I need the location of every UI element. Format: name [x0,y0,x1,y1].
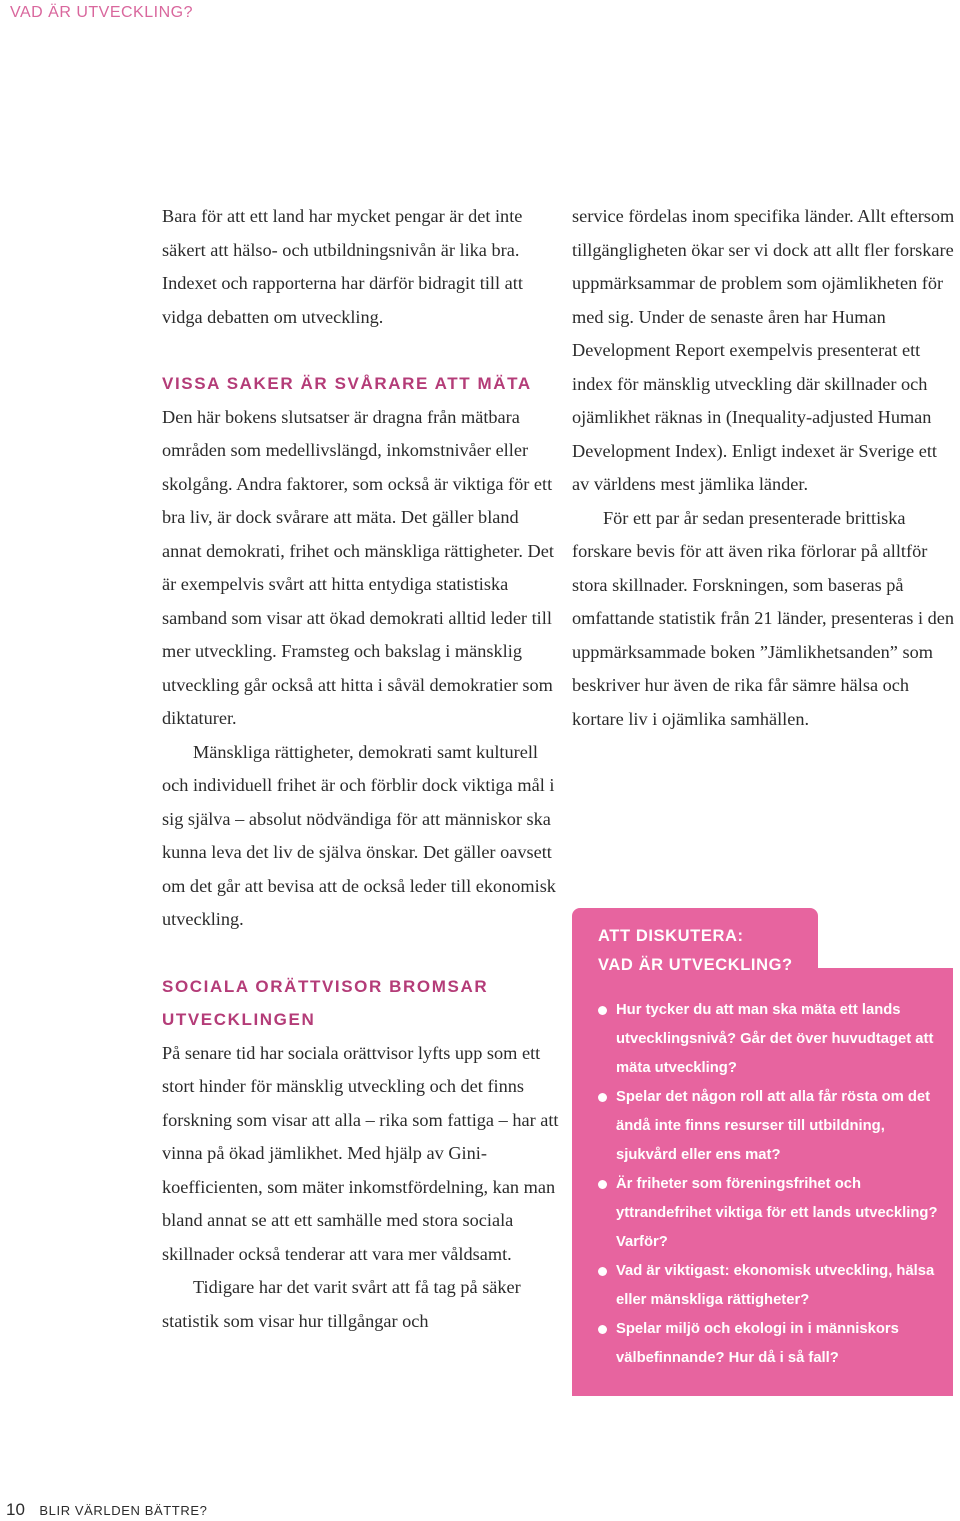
discussion-question-list [598,996,938,1373]
left-column [162,200,560,1338]
discussion-box-title [598,922,793,980]
discussion-question [598,1170,938,1257]
bullet-icon [598,1325,607,1334]
body-paragraph: Mänskliga rättigheter, demokrati samt kulturell och individuell frihet är och förblir dock viktiga mål i sig själva – absolut nödvändiga för att människor ska kunna leva det liv de själva önskar. Det gäller oavsett om det går att bevisa att de också leder till ekonomisk utveckling. [162,741,556,929]
body-paragraph: På senare tid har sociala orättvisor lyfts upp som ett stort hinder för mänsklig utveckling och det finns forskning som visar att alla – rika som fattiga – har att vinna på ökad jämlikhet. Med hjälp av Gini-koefficienten, som mäter inkomstfördelning, kan man bland annat se att ett samhälle med stora sociala skillnader också tenderar att vara mer våldsamt. [162,1042,559,1264]
bullet-icon [598,1006,607,1015]
book-title: BLIR VÄRLDEN BÄTTRE? [39,1503,208,1518]
section-heading-inequality: SOCIALA ORÄTTVISOR BROMSAR UTVECKLINGEN [162,976,489,1029]
page-number: 10 [6,1500,25,1519]
bullet-icon [598,1267,607,1276]
question-text: Spelar det någon roll att alla får rösta om det ändå inte finns resurser till utbildning, sjukvård eller ens mat? [616,1089,931,1163]
running-head: VAD ÄR UTVECKLING? [10,4,193,21]
question-text: Hur tycker du att man ska mäta ett lands utvecklingsnivå? Går det över huvudtaget att mäta utveckling? [616,1002,934,1076]
right-column [572,200,957,736]
intro-paragraph: Bara för att ett land har mycket pengar är det inte säkert att hälso- och utbildningsnivån är lika bra. Indexet och rapporterna har därför bidragit till att vidga debatten om utveckling. [162,206,523,327]
discussion-title-line: ATT DISKUTERA: [598,927,744,945]
bullet-icon [598,1093,607,1102]
question-text: Är friheter som föreningsfrihet och yttrandefrihet viktiga för ett lands utveckling? Varför? [616,1176,938,1250]
body-paragraph: Tidigare har det varit svårt att få tag på säker statistik som visar hur tillgångar och [162,1277,521,1331]
discussion-question [598,1315,938,1373]
section-heading-measure: VISSA SAKER ÄR SVÅRARE ATT MÄTA [162,374,532,393]
question-text: Spelar miljö och ekologi in i människors välbefinnande? Hur då i så fall? [616,1321,899,1366]
discussion-question [598,1083,938,1170]
page-footer [6,1500,207,1520]
discussion-title-line: VAD ÄR UTVECKLING? [598,956,793,974]
bullet-icon [598,1180,607,1189]
discussion-question [598,1257,938,1315]
body-paragraph: service fördelas inom specifika länder. Allt eftersom tillgängligheten ökar ser vi dock att allt fler forskare uppmärksammar de problem som ojämlikheten för med sig. Under de senaste åren har Human Development Report exempelvis presenterat ett index för mänsklig utveckling där skillnader och ojämlikhet räknas in (Inequality-adjusted Human Development Index). Enligt indexet är Sverige ett av världens mest jämlika länder. [572,206,955,494]
body-paragraph: Den här bokens slutsatser är dragna från mätbara områden som medellivslängd, inkomstnivåer eller skolgång. Andra faktorer, som också är viktiga för ett bra liv, är dock svårare att mäta. Det gäller bland annat demokrati, frihet och mänskliga rättigheter. Det är exempelvis svårt att hitta entydiga statistiska samband som visar att ökad demokrati alltid leder till mer utveckling. Framsteg och bakslag i mänsklig utveckling går också att hitta i såväl demokratier som diktaturer. [162,406,554,728]
body-paragraph: För ett par år sedan presenterade brittiska forskare bevis för att även rika förlorar på alltför stora skillnader. Forskningen, som baseras på omfattande statistik från 21 länder, presenteras i den uppmärksammade boken ”Jämlikhetsanden” som beskriver hur även de rika får sämre hälsa och kortare liv i ojämlika samhällen. [572,507,955,729]
discussion-question [598,996,938,1083]
question-text: Vad är viktigast: ekonomisk utveckling, hälsa eller mänskliga rättigheter? [616,1263,935,1308]
